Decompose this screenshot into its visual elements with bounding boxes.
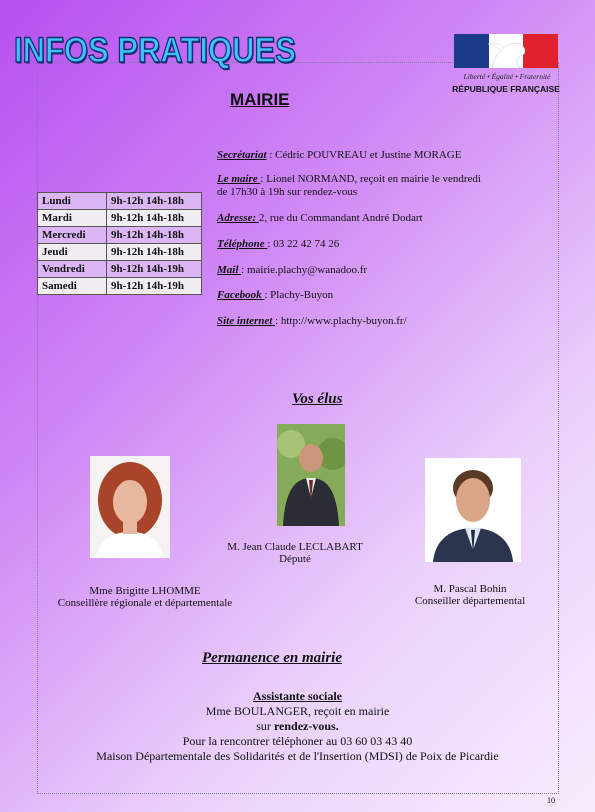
maire-value: : Lionel NORMAND, reçoit en mairie le vendredi (260, 173, 481, 185)
adresse-label: Adresse: (217, 212, 259, 224)
republique-francaise-logo (452, 34, 560, 96)
mail-info (217, 264, 367, 277)
elu-name: M. Jean Claude LECLABART (227, 541, 363, 553)
table-row (38, 210, 202, 227)
elu-role: Conseillère régionale et départementale (57, 597, 233, 609)
site-info (217, 315, 407, 328)
portrait-photo-bohin (425, 458, 521, 562)
table-row (38, 278, 202, 295)
site-label: Site internet (217, 315, 276, 327)
permanence-line3: Pour la rencontrer téléphoner au 03 60 03 43 40 (182, 734, 413, 748)
table-row (38, 227, 202, 244)
portrait-photo-lhomme (90, 456, 170, 558)
elu-role: Député (279, 553, 311, 565)
elu-name: Mme Brigitte LHOMME (89, 585, 201, 597)
permanence-title: Assistante sociale (253, 689, 342, 703)
hours-time: 9h-12h 14h-19h (107, 278, 202, 295)
telephone-info (217, 238, 339, 251)
facebook-info (217, 289, 333, 302)
hours-day: Jeudi (38, 244, 107, 261)
mail-label: Mail (217, 264, 242, 276)
logo-republic-name: RÉPUBLIQUE FRANÇAISE (452, 84, 560, 94)
telephone-value: : 03 22 42 74 26 (267, 238, 340, 250)
maire-info (217, 173, 481, 199)
facebook-label: Facebook (217, 289, 265, 301)
adresse-info (217, 212, 423, 225)
permanence-line4: Maison Départementale des Solidarités et de l'Insertion (MDSI) de Poix de Picardie (96, 749, 499, 763)
adresse-value: 2, rue du Commandant André Dodart (258, 212, 423, 224)
hours-day: Mercredi (38, 227, 107, 244)
maire-label: Le maire (217, 173, 261, 185)
elu-lhomme-caption (0, 585, 290, 609)
elus-heading: Vos élus (292, 391, 343, 407)
hours-day: Samedi (38, 278, 107, 295)
permanence-line2-bold: rendez-vous. (273, 719, 339, 733)
permanence-line2-prefix: sur (256, 719, 274, 733)
hours-time: 9h-12h 14h-18h (107, 227, 202, 244)
opening-hours-table (37, 192, 202, 295)
table-row (38, 193, 202, 210)
elu-bohin-caption (380, 583, 560, 607)
hours-day: Mardi (38, 210, 107, 227)
secretariat-info (217, 149, 461, 162)
hours-time: 9h-12h 14h-18h (107, 193, 202, 210)
portrait-photo-leclabart (277, 424, 345, 526)
mail-value: : mairie.plachy@wanadoo.fr (241, 264, 368, 276)
page-number: 10 (547, 796, 555, 805)
table-row (38, 244, 202, 261)
hours-time: 9h-12h 14h-18h (107, 244, 202, 261)
elu-name: M. Pascal Bohin (433, 583, 507, 595)
marianne-flag-icon (454, 34, 558, 68)
permanence-line1: Mme BOULANGER, reçoit en mairie (205, 704, 390, 718)
permanence-heading: Permanence en mairie (202, 650, 342, 666)
elu-leclabart-caption (200, 541, 390, 565)
permanence-line2 (0, 719, 595, 733)
logo-motto: Liberté • Égalité • Fraternité (463, 72, 551, 81)
telephone-label: Téléphone (217, 238, 268, 250)
secretariat-value: : Cédric POUVREAU et Justine MORAGE (266, 149, 462, 161)
hours-day: Vendredi (38, 261, 107, 278)
secretariat-label: Secrétariat (217, 149, 267, 161)
hours-time: 9h-12h 14h-18h (107, 210, 202, 227)
maire-value-line2: de 17h30 à 19h sur rendez-vous (217, 186, 358, 198)
site-value: : http://www.plachy-buyon.fr/ (275, 315, 407, 327)
hours-time: 9h-12h 14h-19h (107, 261, 202, 278)
hours-day: Lundi (38, 193, 107, 210)
facebook-value: : Plachy-Buyon (264, 289, 334, 301)
mairie-heading: MAIRIE (230, 90, 290, 109)
page-title: INFOS PRATIQUES (14, 30, 296, 71)
elu-role: Conseiller départemental (414, 595, 526, 607)
table-row (38, 261, 202, 278)
